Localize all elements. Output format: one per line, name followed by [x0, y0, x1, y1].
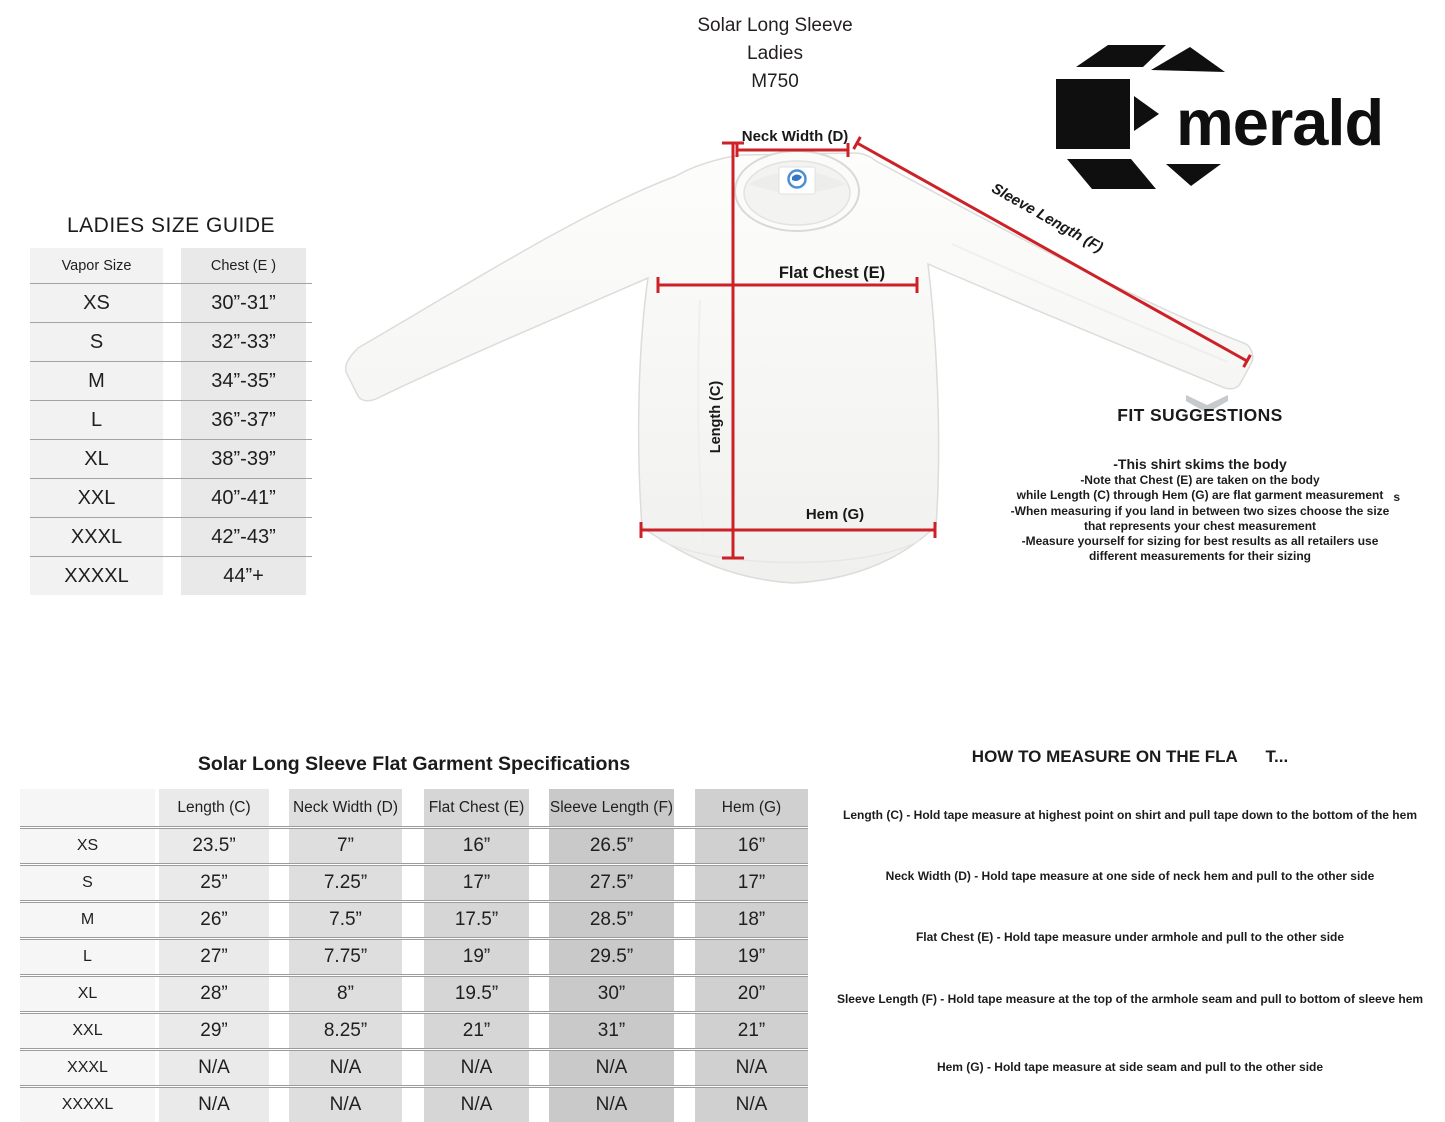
value-cell: 16”	[424, 829, 529, 863]
value-cell: 27”	[159, 940, 269, 974]
value-cell: 19.5”	[424, 977, 529, 1011]
value-cell: 17”	[424, 866, 529, 900]
value-cell: 8.25”	[289, 1014, 402, 1048]
value-cell: 23.5”	[159, 829, 269, 863]
table-row	[20, 1085, 808, 1122]
flat-chest-label: Flat Chest (E)	[778, 264, 886, 282]
value-cell: 19”	[424, 940, 529, 974]
measure-instruction-hem: Hem (G) - Hold tape measure at side seam and pull to the other side	[936, 1060, 1324, 1074]
column-header-length: Length (C)	[159, 789, 269, 826]
value-cell: 30”	[549, 977, 674, 1011]
column-header-neck-width: Neck Width (D)	[289, 789, 402, 826]
column-header-flat-chest: Flat Chest (E)	[424, 789, 529, 826]
value-cell: 21”	[424, 1014, 529, 1048]
spec-header-row	[20, 789, 808, 826]
value-cell: N/A	[549, 1051, 674, 1085]
ladies-size-guide	[30, 213, 312, 595]
column-header-vapor-size: Vapor Size	[30, 248, 163, 283]
stray-character: s	[1393, 490, 1400, 504]
value-cell: 7.75”	[289, 940, 402, 974]
value-cell: N/A	[424, 1088, 529, 1122]
column-header-sleeve-length: Sleeve Length (F)	[549, 789, 674, 826]
value-cell: 18”	[695, 903, 808, 937]
value-cell: 19”	[695, 940, 808, 974]
value-cell: 21”	[695, 1014, 808, 1048]
fit-line: -When measuring if you land in between two sizes choose the size	[1010, 503, 1390, 518]
value-cell: 8”	[289, 977, 402, 1011]
value-cell: N/A	[695, 1088, 808, 1122]
table-row	[20, 1048, 808, 1085]
fit-suggestions-heading: FIT SUGGESTIONS	[1117, 405, 1283, 425]
fit-suggestions	[1000, 404, 1400, 565]
value-cell: 28”	[159, 977, 269, 1011]
value-cell: 25”	[159, 866, 269, 900]
value-cell: 28.5”	[549, 903, 674, 937]
collar-tag	[779, 167, 815, 194]
value-cell: 20”	[695, 977, 808, 1011]
fit-line: -This shirt skims the body	[1113, 456, 1287, 472]
value-cell: 16”	[695, 829, 808, 863]
table-row	[30, 283, 312, 322]
table-row	[30, 439, 312, 478]
value-cell: 29”	[159, 1014, 269, 1048]
value-cell: N/A	[159, 1051, 269, 1085]
fit-line: while Length (C) through Hem (G) are flat garment measurement	[1016, 488, 1384, 503]
how-to-measure-section	[830, 746, 1430, 1075]
value-cell: 26.5”	[549, 829, 674, 863]
page-title	[580, 12, 970, 96]
size-cell: S	[20, 866, 155, 900]
size-cell: XL	[20, 977, 155, 1011]
table-row	[30, 400, 312, 439]
value-cell: 27.5”	[549, 866, 674, 900]
value-cell: 7.5”	[289, 903, 402, 937]
value-cell: 17”	[695, 866, 808, 900]
chest-cell: 42”-43”	[181, 518, 306, 556]
column-header-hem: Hem (G)	[695, 789, 808, 826]
size-cell: M	[30, 362, 163, 400]
fit-line: different measurements for their sizing	[1088, 549, 1312, 564]
value-cell: 7.25”	[289, 866, 402, 900]
size-guide-heading: LADIES SIZE GUIDE	[66, 214, 276, 237]
sleeve-length-label: Sleeve Length (F)	[988, 179, 1106, 257]
product-name: Solar Long Sleeve	[697, 15, 853, 36]
fit-line: -Note that Chest (E) are taken on the body	[1080, 473, 1320, 487]
size-cell: S	[30, 323, 163, 361]
chest-cell: 40”-41”	[181, 479, 306, 517]
table-row	[30, 361, 312, 400]
column-header-chest: Chest (E )	[181, 248, 306, 283]
value-cell: 17.5”	[424, 903, 529, 937]
size-cell: XXXL	[30, 518, 163, 556]
length-label: Length (C)	[708, 380, 724, 454]
size-cell: XXXXL	[20, 1088, 155, 1122]
size-cell: XS	[30, 284, 163, 322]
value-cell: N/A	[289, 1051, 402, 1085]
fit-line: that represents your chest measurement	[1083, 518, 1317, 533]
size-cell: L	[20, 940, 155, 974]
table-row	[20, 974, 808, 1011]
logo-wordmark: merald	[1176, 86, 1384, 159]
measure-instruction-sleeve-length: Sleeve Length (F) - Hold tape measure at the top of the armhole seam and pull to bottom of sleeve hem	[836, 992, 1424, 1006]
product-code: M750	[751, 71, 799, 92]
corner-cell	[20, 789, 155, 826]
measure-instruction-neck-width: Neck Width (D) - Hold tape measure at one side of neck hem and pull to the other side	[885, 869, 1375, 883]
size-cell: XXL	[30, 479, 163, 517]
measure-instruction-length: Length (C) - Hold tape measure at highest point on shirt and pull tape down to the bottom of the hem	[843, 808, 1417, 822]
value-cell: 7”	[289, 829, 402, 863]
table-row	[30, 556, 312, 595]
table-row	[20, 1011, 808, 1048]
chest-cell: 32”-33”	[181, 323, 306, 361]
value-cell: 29.5”	[549, 940, 674, 974]
chest-cell: 36”-37”	[181, 401, 306, 439]
value-cell: N/A	[424, 1051, 529, 1085]
product-gender: Ladies	[747, 43, 803, 64]
how-to-measure-heading: HOW TO MEASURE ON THE FLA T...	[971, 747, 1289, 766]
value-cell: 31”	[549, 1014, 674, 1048]
size-cell: M	[20, 903, 155, 937]
hem-label: Hem (G)	[805, 506, 865, 523]
table-row	[30, 517, 312, 556]
value-cell: 26”	[159, 903, 269, 937]
table-row	[20, 863, 808, 900]
chest-cell: 44”+	[181, 557, 306, 595]
spec-table-title: Solar Long Sleeve Flat Garment Specifications	[197, 753, 631, 775]
chest-cell: 30”-31”	[181, 284, 306, 322]
table-row	[20, 826, 808, 863]
chest-cell: 38”-39”	[181, 440, 306, 478]
table-row	[20, 900, 808, 937]
size-cell: XS	[20, 829, 155, 863]
table-row	[30, 478, 312, 517]
shirt-collar	[735, 151, 859, 231]
size-cell: XL	[30, 440, 163, 478]
chest-cell: 34”-35”	[181, 362, 306, 400]
neck-width-label: Neck Width (D)	[741, 128, 849, 145]
table-row	[20, 937, 808, 974]
value-cell: N/A	[695, 1051, 808, 1085]
value-cell: N/A	[549, 1088, 674, 1122]
size-cell: XXL	[20, 1014, 155, 1048]
value-cell: N/A	[289, 1088, 402, 1122]
value-cell: N/A	[159, 1088, 269, 1122]
fit-line: -Measure yourself for sizing for best results as all retailers use	[1021, 534, 1379, 549]
spec-table-section	[20, 752, 808, 1122]
size-cell: XXXXL	[30, 557, 163, 595]
size-guide-header-row	[30, 248, 312, 283]
measure-instruction-flat-chest: Flat Chest (E) - Hold tape measure under armhole and pull to the other side	[915, 930, 1345, 944]
size-cell: XXXL	[20, 1051, 155, 1085]
size-cell: L	[30, 401, 163, 439]
table-row	[30, 322, 312, 361]
